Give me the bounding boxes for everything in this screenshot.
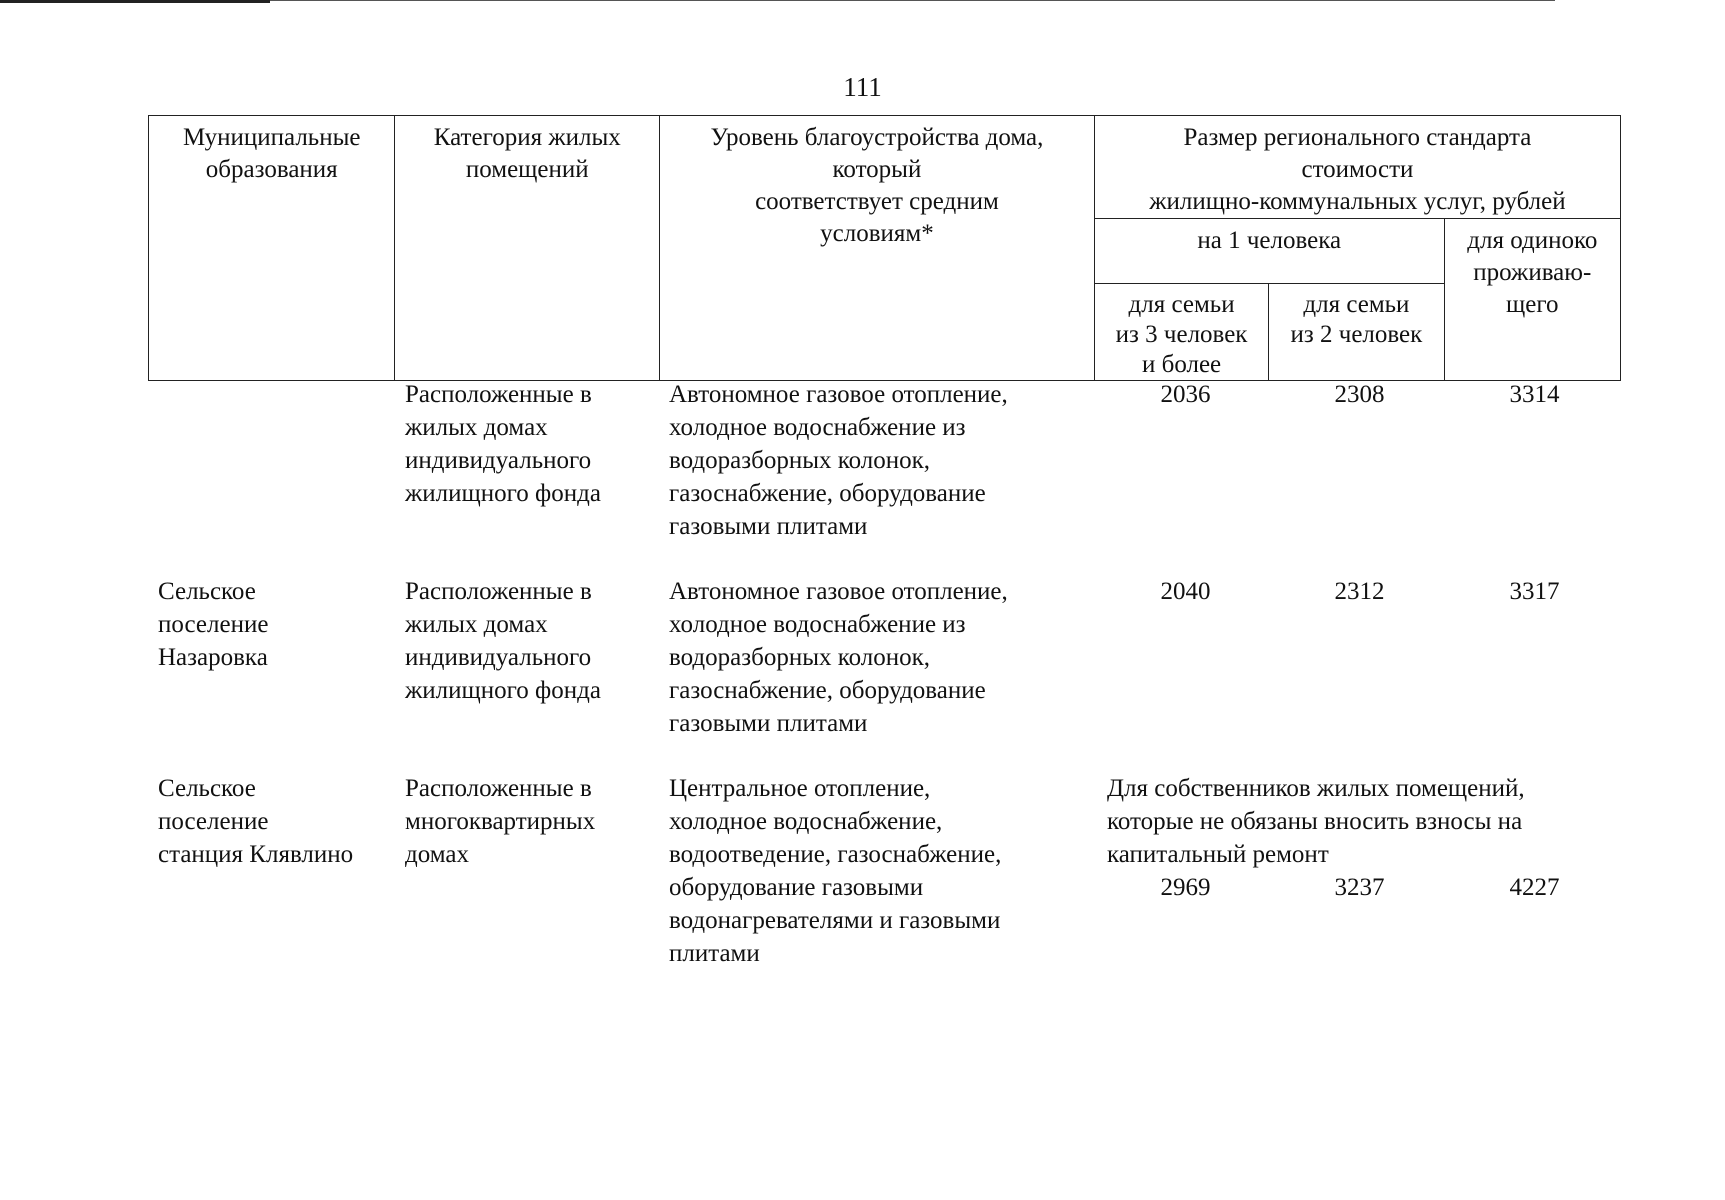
header-family-3: для семьи из 3 человек и более <box>1094 284 1268 381</box>
row-value-family-2: 2308 <box>1334 381 1385 408</box>
row-category: Расположенные в жилых домах индивидуального жилищного фонда <box>405 578 601 704</box>
header-single: для одиноко проживаю- щего <box>1444 219 1620 381</box>
row-level: Автономное газовое отопление, холодное водоснабжение из водоразборных колонок, газоснабжение, оборудование газовыми плитами <box>669 578 1008 737</box>
row-category: Расположенные в многоквартирных домах <box>405 775 596 868</box>
header-category: Категория жилых помещений <box>395 116 660 381</box>
row-value-family-2: 2312 <box>1334 578 1385 605</box>
row-value-family-2: 3237 <box>1334 874 1385 901</box>
header-level: Уровень благоустройства дома, который соответствует средним условиям* <box>660 116 1095 381</box>
row-value-family-3: 2040 <box>1160 578 1211 605</box>
row-value-single: 3317 <box>1509 578 1560 605</box>
page-number: 111 <box>843 72 882 102</box>
header-standard-size: Размер регионального стандарта стоимости жилищно-коммунальных услуг, рублей <box>1094 116 1620 219</box>
row-value-single: 4227 <box>1509 874 1560 901</box>
row-level: Автономное газовое отопление, холодное водоснабжение из водоразборных колонок, газоснабжение, оборудование газовыми плитами <box>669 381 1008 540</box>
header-municipal: Муниципальные образования <box>149 116 395 381</box>
row-municipal: Сельское поселение Назаровка <box>158 578 269 671</box>
table-header <box>148 115 1621 381</box>
scan-edge-line <box>270 0 1555 1</box>
row-value-family-3: 2969 <box>1160 874 1211 901</box>
scan-edge-line <box>0 0 270 3</box>
row-category: Расположенные в жилых домах индивидуального жилищного фонда <box>405 381 601 507</box>
row-level: Центральное отопление, холодное водоснабжение, водоотведение, газоснабжение, оборудование газовыми водонагревателями и газовыми плитами <box>669 775 1002 967</box>
header-family-2: для семьи из 2 человек <box>1269 284 1444 381</box>
row-note: Для собственников жилых помещений, которые не обязаны вносить взносы на капитальный ремонт <box>1107 775 1525 868</box>
header-per-person: на 1 человека <box>1094 219 1444 284</box>
row-municipal: Сельское поселение станция Клявлино <box>158 775 354 868</box>
row-value-family-3: 2036 <box>1160 381 1211 408</box>
row-value-single: 3314 <box>1509 381 1560 408</box>
